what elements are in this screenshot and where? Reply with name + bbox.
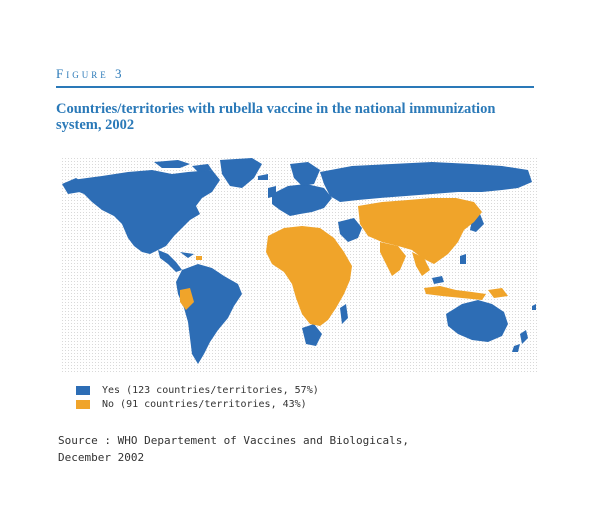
- british-isles: [268, 186, 276, 198]
- legend-swatch-no: [76, 400, 90, 409]
- legend-swatch-yes: [76, 386, 90, 395]
- source-line-1: Source : WHO Departement of Vaccines and Biologicals,: [58, 434, 409, 447]
- legend-item-no: [76, 397, 319, 411]
- legend-label-no: No (91 countries/territories, 43%): [102, 398, 307, 410]
- figure-label: Figure 3: [56, 66, 125, 81]
- title-rule: [56, 86, 534, 88]
- legend: [76, 383, 319, 411]
- world-map: [62, 158, 538, 374]
- haiti: [196, 256, 202, 260]
- legend-label-yes: Yes (123 countries/territories, 57%): [102, 384, 319, 396]
- legend-item-yes: [76, 383, 319, 397]
- figure-title: Countries/territories with rubella vaccine in the national immunization system, 2002: [56, 101, 496, 133]
- source-line-2: December 2002: [58, 451, 145, 464]
- source-note: [58, 432, 558, 466]
